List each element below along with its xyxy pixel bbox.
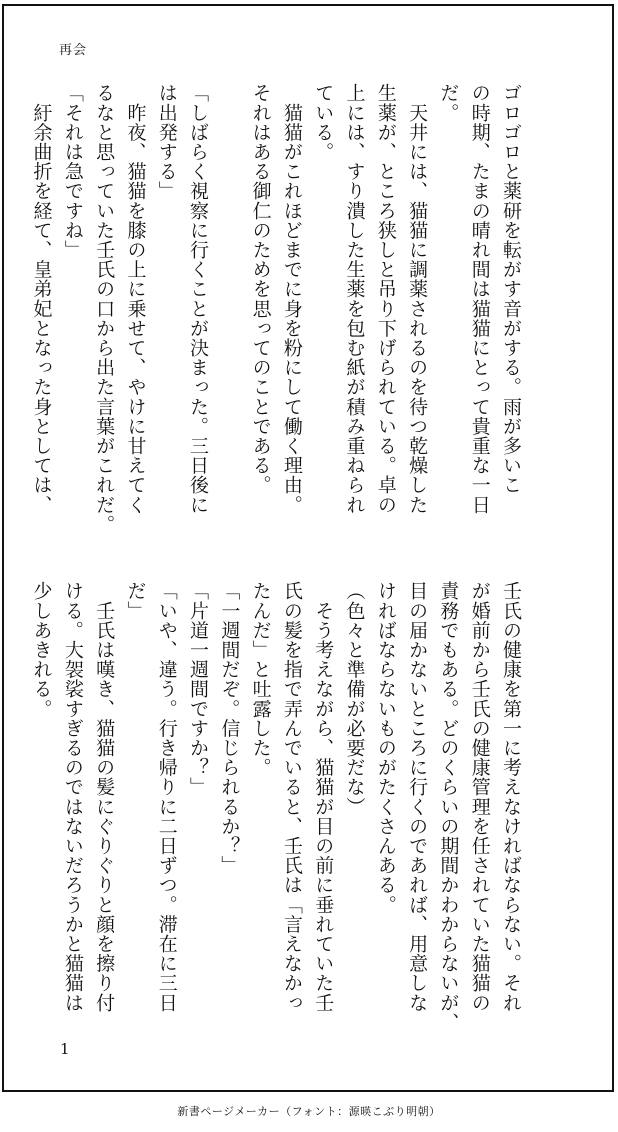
- text-line: が婚前から壬氏の健康管理を任されていた猫猫の: [468, 581, 491, 1013]
- text-line: 「それは急ですね」: [61, 83, 84, 260]
- text-line: 壬氏は嘆き、猫猫の髪にぐりぐりと顔を擦り付: [93, 581, 116, 1013]
- page-number: 1: [60, 1040, 70, 1058]
- text-line: 猫猫がこれほどまでに身を粉にして働く理由。: [280, 83, 303, 515]
- generator-credit: 新書ページメーカー（フォント：源暎こぶり明朝）: [177, 1105, 441, 1118]
- text-column-bottom: [30, 581, 526, 1041]
- text-line: ている。: [312, 83, 335, 162]
- page-frame: [2, 4, 614, 1092]
- blank-line: [213, 83, 244, 543]
- text-line: は出発する」: [155, 83, 178, 201]
- text-line: 「一週間だぞ。信じられるか？」: [218, 581, 241, 875]
- text-line: 「しばらく視察に行くことが決まった。三日後に: [187, 83, 210, 515]
- text-line: たんだ」と吐露した。: [249, 581, 272, 777]
- text-line: 「片道一週間ですか？」: [187, 581, 210, 797]
- chapter-title: 再会: [59, 43, 88, 58]
- text-line: るなと思っていた壬氏の口から出た言葉がこれだ。: [93, 83, 116, 534]
- text-line: 責務でもある。どのくらいの期間かわからないが、: [437, 581, 460, 1032]
- text-line: ければならないものがたくさんある。: [374, 581, 397, 915]
- text-line: の時期、たまの晴れ間は猫猫にとって貴重な一日: [468, 83, 491, 515]
- text-line: それはある御仁のためを思ってのことである。: [249, 83, 272, 495]
- text-line: だ。: [437, 83, 460, 123]
- text-line: 昨夜、猫猫を膝の上に乗せて、やけに甘えてく: [124, 83, 147, 515]
- text-column-top: [30, 83, 526, 543]
- text-line: 紆余曲折を経て、皇弟妃となった身としては、: [30, 83, 53, 515]
- text-line: 上には、すり潰した生薬を包む紙が積み重ねられ: [343, 83, 366, 515]
- text-line: そう考えながら、猫猫が目の前に垂れていた壬: [312, 581, 335, 1013]
- text-line: 氏の髪を指で弄んでいると、壬氏は「言えなかっ: [280, 581, 303, 1013]
- text-line: 天井には、猫猫に調薬されるのを待つ乾燥した: [406, 83, 429, 515]
- text-line: 壬氏の健康を第一に考えなければならない。それ: [500, 581, 522, 1013]
- text-line: 生薬が、ところ狭しと吊り下げられている。卓の: [374, 83, 397, 515]
- text-line: 「いや、違う。行き帰りに二日ずつ。滞在に三日: [155, 581, 178, 1013]
- text-line: （色々と準備が必要だな）: [343, 581, 366, 817]
- text-line: 少しあきれる。: [30, 581, 53, 719]
- text-line: だ」: [124, 581, 147, 621]
- text-line: ゴロゴロと薬研を転がす音がする。雨が多いこ: [500, 83, 522, 495]
- text-line: ける。大袈裟すぎるのではないだろうかと猫猫は: [61, 581, 84, 1013]
- text-line: 目の届かないところに行くのであれば、用意しな: [406, 581, 429, 1013]
